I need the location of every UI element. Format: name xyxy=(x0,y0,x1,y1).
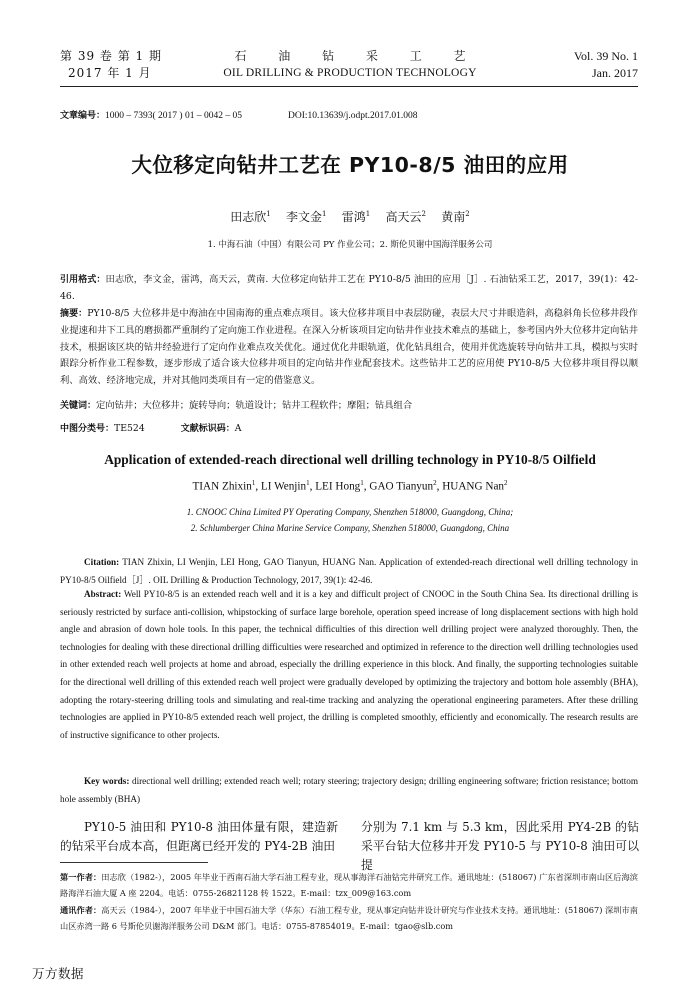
doc-code-value: A xyxy=(234,423,242,434)
author-en: LEI Hong xyxy=(315,480,361,493)
footnote-label: 第一作者： xyxy=(60,872,102,882)
footnote-text: 高天云（1984-），2007 年毕业于中国石油大学（华东）石油工程专业，现从事定向钻井设计研究与作业技术支持。通讯地址：(518067) 深圳市南山区赤湾一路 6 号斯伦贝谢海洋服务公司 D&M 部门。电话：0755-87854019。E-mail：tgao@slb.com xyxy=(60,905,638,931)
abstract-en-label: Abstract: xyxy=(84,589,122,599)
author-sup: 1 xyxy=(266,210,271,218)
clc-label: 中图分类号： xyxy=(60,424,115,434)
citation-en-label: Citation: xyxy=(84,557,120,567)
citation-cn xyxy=(60,272,638,306)
author-sup: 2 xyxy=(421,210,426,218)
article-no: 1000 – 7393( 2017 ) 01 – 0042 – 05 xyxy=(105,111,242,121)
keywords-en-text: directional well drilling; extended reach well; rotary steering; trajectory design; drilling engineering software; friction resistance; bottom hole assembly (BHA) xyxy=(60,776,639,804)
body-column-left: PY10-5 油田和 PY10-8 油田体量有限，建造新的钻采平台成本高，但距离已经开发的 PY4-2B 油田 xyxy=(60,820,338,853)
date-cn: 2017 年 1 月 xyxy=(68,66,152,80)
header-rule xyxy=(60,86,638,87)
author-cn: 田志欣 xyxy=(230,210,267,224)
footnote-corresponding-author xyxy=(60,902,638,934)
author-sup: 1 xyxy=(251,479,256,487)
author-en: LI Wenjin xyxy=(260,480,307,493)
author-sup: 1 xyxy=(322,210,327,218)
keywords-cn xyxy=(60,398,638,415)
title-en: Application of extended-reach directional well drilling technology in PY10-8/5 Oilfield xyxy=(104,452,596,467)
header-volume-cn xyxy=(60,48,162,82)
doi[interactable]: DOI:10.13639/j.odpt.2017.01.008 xyxy=(287,111,418,121)
keywords-cn-label: 关键词： xyxy=(60,401,97,411)
author-sup: 2 xyxy=(504,479,508,487)
footnote-rule xyxy=(60,862,208,863)
author-cn: 李文金 xyxy=(286,210,323,224)
journal-name-en: OIL DRILLING & PRODUCTION TECHNOLOGY xyxy=(223,67,477,79)
affiliations-cn: 1. 中海石油（中国）有限公司 PY 作业公司；2. 斯伦贝谢中国海洋服务公司 xyxy=(207,240,493,250)
author-cn: 雷鸿 xyxy=(341,210,366,224)
keywords-en-label: Key words: xyxy=(84,776,130,786)
volume-issue-cn: 第 39 卷 第 1 期 xyxy=(60,49,162,63)
abstract-cn-text: PY10-8/5 大位移井是中海油在中国南海的重点难点项目。该大位移井项目中表层防碰，表层大尺寸井眼造斜，高稳斜角长位移井段作业提速和井下工具的磨损都严重制约了定向施工作业进程。在深入分析该项目定向钻井作业技术难点的基础上，参考国内外大位移井定向钻井技术，根据该区块的钻井经验进行了定向作业难点攻关优化。通过优化井眼轨道，优化钻具组合，使用并优选旋转导向钻井工具，模拟与实时跟踪分析作业工程参数，逐步形成了适合该大位移井项目的定向钻井作业配套技术。这些钻井工艺的应用使 PY10-8/5 大位移井项目得以顺利、高效、经济地完成，并对其他同类项目有一定的借鉴意义。 xyxy=(60,308,638,387)
citation-en xyxy=(60,554,638,589)
author-sup: 2 xyxy=(433,479,437,487)
body-column-right: 分别为 7.1 km 与 5.3 km，因此采用 PY4-2B 的钻采平台钻大位移井开发 PY10-5 与 PY10-8 油田可以提 xyxy=(361,820,639,872)
author-cn: 黄南 xyxy=(441,210,466,224)
author-en: HUANG Nan xyxy=(442,480,505,493)
abstract-cn xyxy=(60,306,638,390)
clc-value: TE524 xyxy=(114,423,145,434)
article-no-label: 文章编号： xyxy=(60,111,106,121)
author-sup: 2 xyxy=(465,210,470,218)
authors-cn xyxy=(60,208,640,225)
author-en: TIAN Zhixin xyxy=(192,480,252,493)
header-volume-en xyxy=(574,48,638,82)
citation-en-text: TIAN Zhixin, LI Wenjin, LEI Hong, GAO Tianyun, HUANG Nan. Application of extended-reach directional well drilling technology in PY10-8/5 Oilfield［J］. OIL Drilling & Production Technology, 2017, 39(1): 42-46. xyxy=(60,557,638,585)
abstract-en-text: Well PY10-8/5 is an extended reach well and it is a key and difficult project of CNOOC in the South China Sea. Its directional drilling is seriously restricted by surface anti-collision, whipstocking of surface large borehole, operation speed increase of long displacement sections with high hold angle and abrasion of down hole tools. In this paper, the technical difficulties of this direction well drilling project were analyzed thoroughly. Then, the technologies for dealing with these directional drilling difficulties were researched and optimized in reference to the direction well drilling technologies used in other extended reach well projects at home and abroad, especially the drilling experience in this block. And finally, the supporting technologies suitable for the directional well drilling of this extended reach well project were gradually developed by optimizing the trajectory and bottom hole assembly (BHA), adopting the rotary-steering drilling tools and simulating and real-time tracking and analyzing the operational engineering parameters. After these drilling technologies are applied in PY10-8/5 extended reach well project, the drilling is completed smoothly, efficiently and economically. The research results are of instructive significance to other projects. xyxy=(60,589,638,740)
citation-cn-label: 引用格式： xyxy=(60,275,106,285)
abstract-en xyxy=(60,586,638,744)
classification-cn xyxy=(60,421,638,438)
footnote-first-author xyxy=(60,869,638,901)
abstract-cn-label: 摘要： xyxy=(60,309,88,319)
title-cn: 大位移定向钻井工艺在 PY10-8/5 油田的应用 xyxy=(131,153,569,177)
date-en: Jan. 2017 xyxy=(592,66,638,80)
author-sup: 1 xyxy=(365,210,371,218)
article-meta xyxy=(60,108,418,121)
footnote-label: 通讯作者： xyxy=(60,905,102,915)
authors-en: TIAN Zhixin$^1$, LI Wenjin$^1$, LEI Hong$^1$, GAO Tianyun$^2$, HUANG Nan$^2$ xyxy=(192,479,508,493)
affiliation-en-1: 1. CNOOC China Limited PY Operating Company, Shenzhen 518000, Guangdong, China; xyxy=(186,507,514,517)
journal-name-cn: 石 油 钻 采 工 艺 xyxy=(234,49,480,63)
author-sup: 1 xyxy=(306,479,310,487)
author-en: GAO Tianyun xyxy=(369,480,434,493)
affiliation-en-2: 2. Schlumberger China Marine Service Company, Shenzhen 518000, Guangdong, China xyxy=(190,523,510,533)
volume-issue-en: Vol. 39 No. 1 xyxy=(573,49,638,63)
author-sup: 1 xyxy=(360,479,364,487)
author-cn: 高天云 xyxy=(385,210,422,224)
header-journal xyxy=(180,48,520,82)
doc-code-label: 文献标识码： xyxy=(180,424,235,434)
keywords-cn-text: 定向钻井；大位移井；旋转导向；轨道设计；钻井工程软件；摩阻；钻具组合 xyxy=(96,400,413,411)
footnote-text: 田志欣（1982-），2005 年毕业于西南石油大学石油工程专业，现从事海洋石油钻完井研究工作。通讯地址：(518067) 广东省深圳市南山区后海滨路海洋石油大厦 A 座 2204。电话：0755-26821128 转 1522。E-mail：tzx_009@163.com xyxy=(60,872,638,898)
citation-cn-text: 田志欣，李文金，雷鸿，高天云，黄南. 大位移定向钻井工艺在 PY10-8/5 油田的应用［J］. 石油钻采工艺，2017，39(1)：42-46. xyxy=(60,274,638,302)
keywords-en xyxy=(60,773,638,808)
wanfang-logo: 万方数据 xyxy=(32,966,85,981)
